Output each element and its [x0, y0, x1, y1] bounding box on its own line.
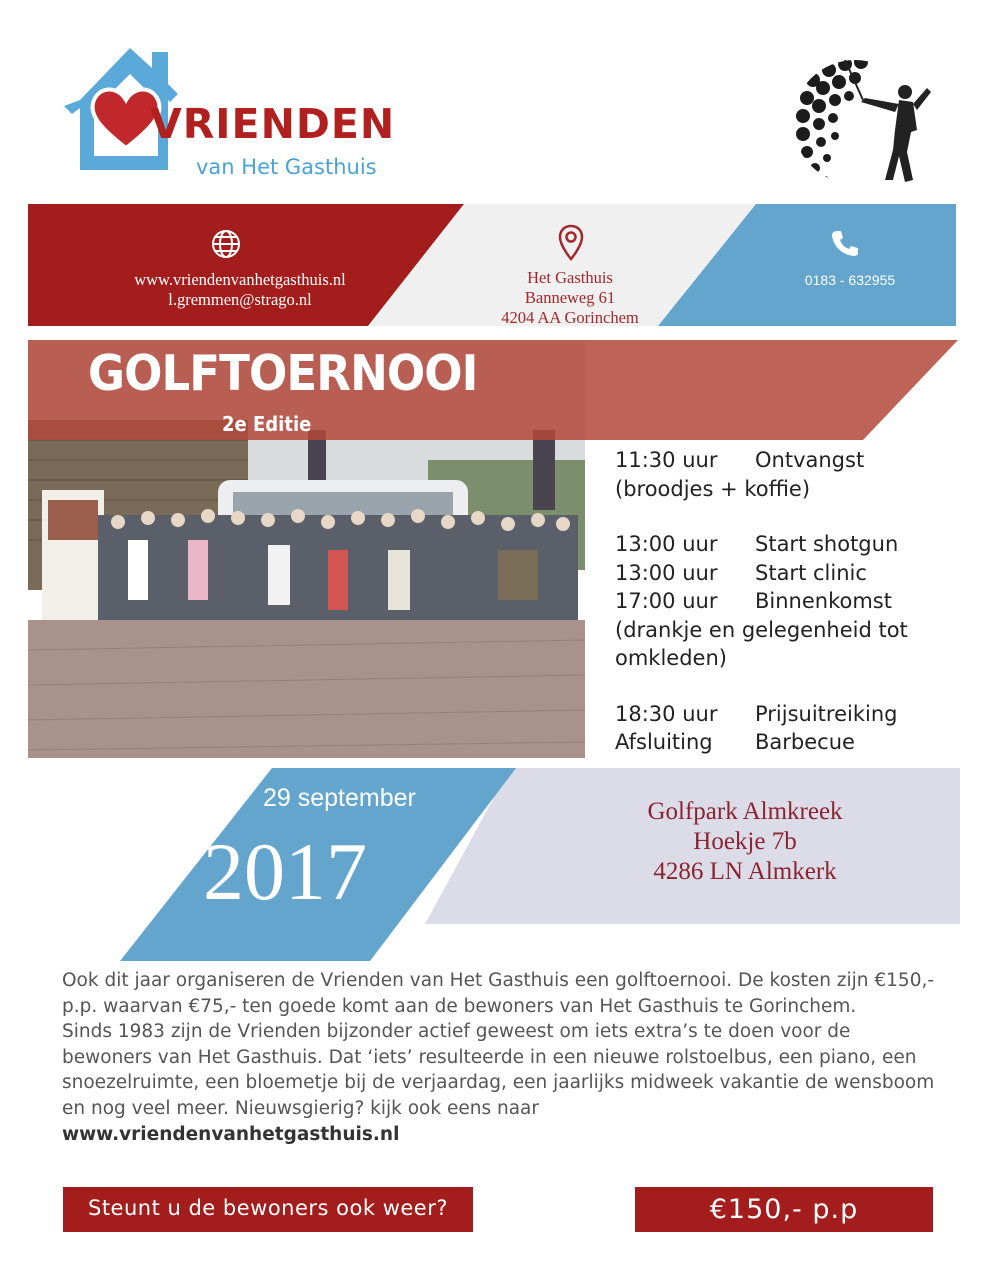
venue-street: Hoekje 7b — [693, 828, 797, 855]
schedule-note: (drankje en gelegenheid tot omkleden) — [615, 617, 908, 670]
schedule-label: Prijsuitreiking — [755, 701, 898, 726]
address-name: Het Gasthuis — [527, 268, 613, 287]
globe-icon — [210, 228, 242, 260]
schedule-label: Start shotgun — [755, 532, 899, 556]
description — [62, 968, 942, 1147]
price-badge: €150,- p.p — [635, 1187, 933, 1232]
schedule — [615, 446, 960, 757]
location-pin-icon — [558, 224, 584, 262]
address-street: Banneweg 61 — [524, 288, 616, 307]
schedule-time: 13:00 uur — [615, 560, 718, 585]
schedule-time: 17:00 uur — [615, 589, 718, 613]
logo-wordmark: VRIENDEN — [150, 100, 396, 148]
website-link-bottom[interactable]: www.vriendenvanhetgasthuis.nl — [62, 1123, 400, 1145]
golf-ball-golfer-logo — [795, 40, 935, 190]
description-paragraph-2: Sinds 1983 zijn de Vrienden bijzonder actief geweest om iets extra’s te doen voor de bewoners van Het Gasthuis. Dat ‘iets’ resulteerde in een nieuwe rolstoelbus, een piano, een snoezelruimte, een bloemetje bij de verjaardag, een jaarlijks midweek vakantie de wensboom en nog veel meer. Nieuwsgierig? kijk ook eens naar — [62, 1021, 935, 1119]
schedule-label: Start clinic — [755, 560, 867, 585]
schedule-row — [615, 587, 960, 616]
schedule-time: 11:30 uur — [615, 448, 718, 472]
event-date-day: 29 september — [263, 784, 416, 812]
address-city: 4204 AA Gorinchem — [501, 308, 639, 327]
address — [460, 268, 680, 328]
event-edition: 2e Editie — [222, 412, 312, 436]
schedule-row — [615, 700, 960, 729]
schedule-row — [615, 530, 960, 559]
event-date-year: 2017 — [203, 826, 367, 917]
phone-icon — [830, 228, 860, 258]
support-residents-button[interactable]: Steunt u de bewoners ook weer? — [63, 1187, 473, 1232]
schedule-note: (broodjes + koffie) — [615, 476, 811, 501]
schedule-label: Ontvangst — [755, 448, 865, 472]
venue-address — [600, 797, 890, 887]
schedule-row — [615, 559, 960, 588]
web-contact — [70, 270, 410, 310]
schedule-row — [615, 728, 960, 757]
schedule-label: Barbecue — [755, 730, 855, 754]
venue-city: 4286 LN Almkerk — [653, 858, 837, 885]
website-link[interactable]: www.vriendenvanhetgasthuis.nl — [134, 270, 346, 289]
event-title: GOLFTOERNOOI — [88, 345, 478, 402]
schedule-time: Afsluiting — [615, 730, 713, 754]
schedule-time: 13:00 uur — [615, 532, 718, 556]
schedule-row — [615, 446, 960, 475]
schedule-time: 18:30 uur — [615, 701, 718, 726]
schedule-label: Binnenkomst — [755, 589, 892, 613]
logo-subtitle: van Het Gasthuis — [196, 155, 377, 179]
email-link[interactable]: l.gremmen@strago.nl — [168, 290, 312, 309]
phone-number[interactable]: 0183 - 632955 — [804, 272, 896, 288]
venue-name: Golfpark Almkreek — [647, 798, 843, 825]
description-paragraph-1: Ook dit jaar organiseren de Vrienden van Het Gasthuis een golftoernooi. De kosten zijn €150,- p.p. waarvan €75,- ten goede komt aan de bewoners van Het Gasthuis te Gorinchem. — [62, 970, 935, 1017]
